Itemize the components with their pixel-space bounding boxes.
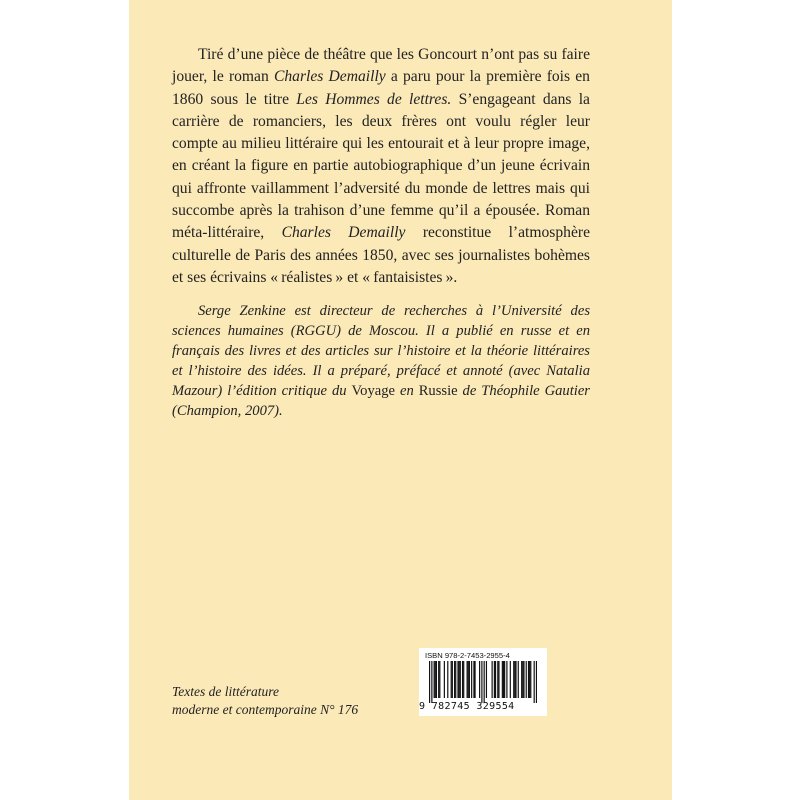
book-summary xyxy=(172,44,590,289)
barcode-bar xyxy=(513,661,514,698)
barcode-bar xyxy=(498,661,499,698)
barcode-bar xyxy=(479,661,480,698)
editor-bio xyxy=(172,301,590,421)
barcode-bar xyxy=(431,661,432,703)
barcode-bar xyxy=(518,661,519,698)
bio-text: de Théophile Gautier (Champion, 2007). xyxy=(172,383,590,419)
original-title-italic: Les Hommes de lettres. xyxy=(296,90,452,108)
bio-text: en xyxy=(395,383,419,399)
barcode-bar xyxy=(457,661,458,698)
barcode-bar xyxy=(504,661,505,698)
bio-work-title: Russie xyxy=(418,383,458,399)
barcode-bar xyxy=(494,661,495,698)
barcode-bar xyxy=(495,661,496,698)
barcode-bar xyxy=(530,661,531,698)
barcode-bar xyxy=(435,661,436,698)
barcode-bar xyxy=(473,661,474,698)
barcode-bar xyxy=(439,661,440,698)
barcode-bar xyxy=(447,661,448,698)
barcode-bar xyxy=(510,661,511,698)
summary-text: a paru pour la première fois en 1860 sous le titre xyxy=(172,68,590,108)
barcode-bar xyxy=(474,661,475,698)
barcode-bar xyxy=(526,661,527,698)
bio-text: Serge Zenkine est directeur de recherches à l’Université des sciences humaines (RGGU) de Moscou. Il a publié en russe et en français des livres et des articles sur l’histoire et la théorie littéraires et l’histoire des idées. Il a préparé, préfacé et annoté (avec Natalia Mazour) l’édition critique du xyxy=(172,303,590,399)
barcode-bar xyxy=(486,661,487,698)
barcode-bar xyxy=(502,661,503,698)
barcode-bar xyxy=(523,661,524,698)
barcode-bar xyxy=(434,661,435,698)
book-title-italic: Charles Demailly xyxy=(281,224,406,242)
barcode-bar xyxy=(459,661,460,698)
barcode-bar xyxy=(492,661,493,698)
barcode-bar xyxy=(467,661,468,698)
barcode-bar xyxy=(463,661,464,698)
barcode-bar xyxy=(436,661,437,698)
barcode-bar xyxy=(460,661,461,698)
bio-work-title: Voyage xyxy=(351,383,396,399)
barcode-bar xyxy=(536,661,537,703)
isbn-barcode xyxy=(419,648,547,716)
barcode-bar xyxy=(438,661,439,698)
barcode-bar xyxy=(468,661,469,698)
barcode-bar xyxy=(497,661,498,698)
series-line-1: Textes de littérature xyxy=(172,684,279,699)
barcode-bar xyxy=(529,661,530,698)
back-cover xyxy=(129,0,672,800)
barcode-bar xyxy=(481,661,482,703)
series-info xyxy=(172,683,358,718)
barcode-bar xyxy=(503,661,504,698)
barcode-bar xyxy=(528,661,529,698)
barcode-bar xyxy=(534,661,535,703)
summary-text: Tiré d’une pièce de théâtre que les Goncourt n’ont pas su faire jouer, le roman xyxy=(172,46,590,86)
barcode-bar xyxy=(444,661,445,698)
barcode-bar xyxy=(515,661,516,698)
book-title-italic: Charles Demailly xyxy=(273,68,386,86)
barcode-bar xyxy=(506,661,507,698)
barcode-bar xyxy=(451,661,452,698)
series-line-2: moderne et contemporaine N° 176 xyxy=(172,701,359,717)
isbn-label: ISBN 978-2-7453-2955-4 xyxy=(425,651,510,660)
barcode-icon xyxy=(429,661,537,703)
barcode-bar xyxy=(469,661,470,698)
barcode-bar xyxy=(429,661,430,703)
barcode-bar xyxy=(522,661,523,698)
barcode-bar xyxy=(521,661,522,698)
barcode-bar xyxy=(484,661,485,703)
summary-text: reconstitue l’atmosphère culturelle de Paris des années 1850, avec ses journalistes bohèmes et ses écrivains « réalistes » et « fantaisistes ». xyxy=(172,224,590,286)
summary-text: S’engageant dans la carrière de romanciers, les deux frères ont voulu régler leur compte au milieu littéraire qui les entourait et à leur propre image, en créant la figure en partie autobiographique d’un jeune écrivain qui affronte vaillamment l’adversité du monde de lettres mais qui succombe après la trahison d’une femme qu’il a épousée. Roman méta-littéraire, xyxy=(172,90,590,242)
barcode-bar xyxy=(462,661,463,698)
barcode-bar xyxy=(471,661,472,698)
barcode-bar xyxy=(514,661,515,698)
ean-digits: 9 782745 329554 xyxy=(419,701,515,712)
barcode-bar xyxy=(452,661,453,698)
barcode-bar xyxy=(455,661,456,698)
barcode-bar xyxy=(454,661,455,698)
